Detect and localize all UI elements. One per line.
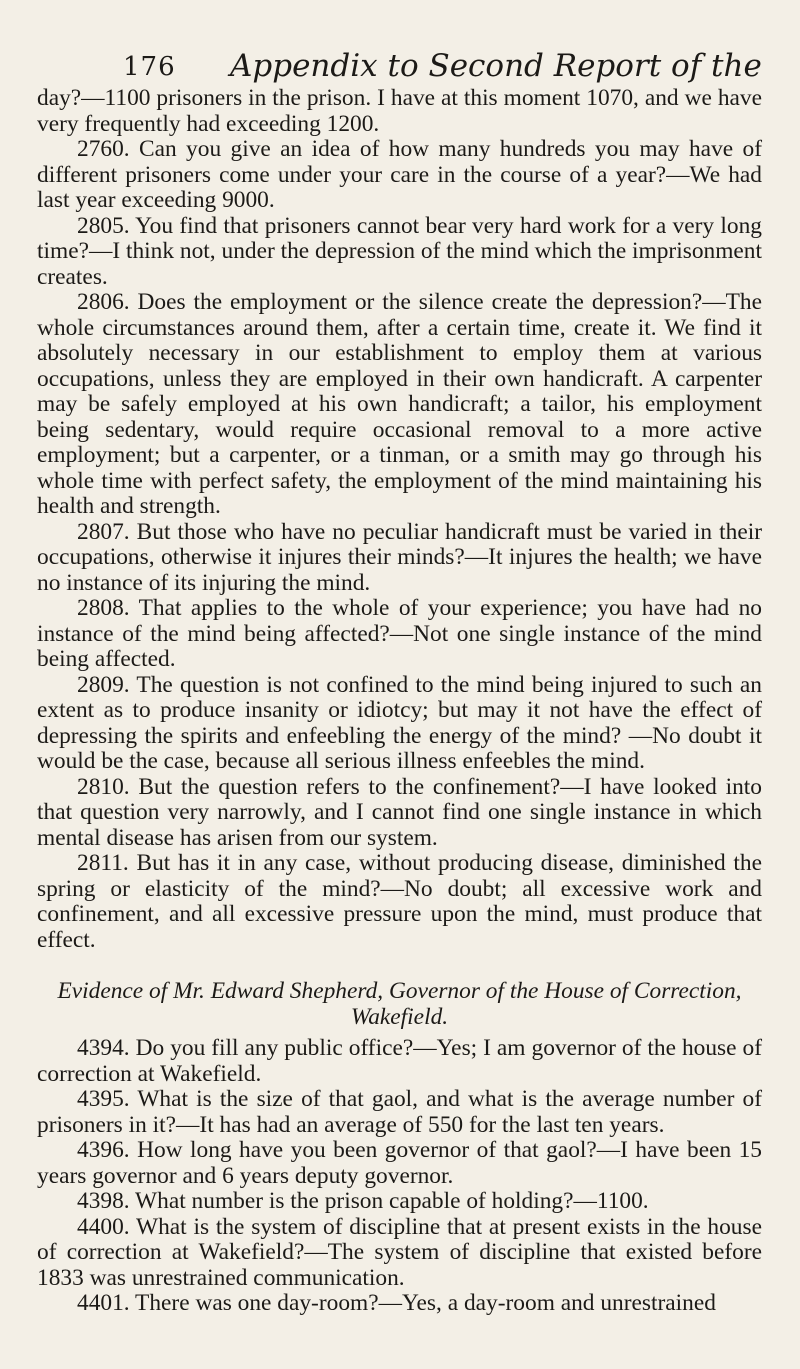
running-title: Appendix to Second Report of the (230, 48, 762, 84)
body-text (37, 86, 762, 1317)
paragraph: 4401. There was one day-room?—Yes, a day-room and unrestrained (77, 1290, 716, 1316)
paragraph: 2811. But has it in any case, without producing disease, diminished the spring or elasticity of the mind?—No doubt; all excessive work and confinement, and all excessive pressure upon the mind, must produce that effect. (37, 850, 762, 953)
paragraph: 2760. Can you give an idea of how many hundreds you may have of different prisoners come under your care in the course of a year?—We had last year exceeding 9000. (37, 136, 762, 213)
paragraph: 4396. How long have you been governor of that gaol?—I have been 15 years governor and 6 years deputy governor. (37, 1137, 762, 1189)
paragraph: 4395. What is the size of that gaol, and what is the average number of prisoners in it?—It has had an average of 550 for the last ten years. (37, 1086, 762, 1138)
paragraph: day?—1100 prisoners in the prison. I have at this moment 1070, and we have very frequently had exceeding 1200. (37, 85, 762, 137)
section-heading: Evidence of Mr. Edward Shepherd, Governor of the House of Correction, Wakefield. (57, 978, 742, 1030)
paragraph: 2810. But the question refers to the confinement?—I have looked into that question very narrowly, and I cannot find one single instance in which mental disease has arisen from our system. (37, 773, 762, 851)
paragraph: 4394. Do you fill any public office?—Yes; I am governor of the house of correction at Wakefield. (37, 1035, 762, 1087)
paragraph: 4400. What is the system of discipline that at present exists in the house of correction at Wakefield?—The system of discipline that existed before 1833 was unrestrained communication. (37, 1213, 762, 1291)
paragraph: 4398. What number is the prison capable of holding?—1100. (77, 1188, 649, 1214)
page-header (37, 28, 762, 86)
page-number: 176 (123, 52, 176, 82)
paragraph: 2809. The question is not confined to the mind being injured to such an extent as to produce insanity or idiotcy; but may it not have the effect of depressing the spirits and enfeebling the energy of the mind? —No doubt it would be the case, because all serious illness enfeebles the mind. (37, 671, 762, 774)
paragraph: 2808. That applies to the whole of your experience; you have had no instance of the mind being affected?—Not one single instance of the mind being affected. (37, 595, 762, 672)
paragraph: 2807. But those who have no peculiar handicraft must be varied in their occupations, otherwise it injures their minds?—It injures the health; we have no instance of its injuring the mind. (37, 518, 762, 596)
paragraph: 2806. Does the employment or the silence create the depression?—The whole circumstances around them, after a certain time, create it. We find it absolutely necessary in our establishment to employ them at various occupations, unless they are employed in their own handicraft. A carpenter may be safely employed at his own handicraft; a tailor, his employment being sedentary, would require occasional removal to a more active employment; but a carpenter, or a tinman, or a smith may go through his whole time with perfect safety, the employment of the mind maintaining his health and strength. (37, 289, 762, 519)
paragraph: 2805. You find that prisoners cannot bear very hard work for a very long time?—I think not, under the depression of the mind which the imprisonment creates. (37, 212, 762, 290)
